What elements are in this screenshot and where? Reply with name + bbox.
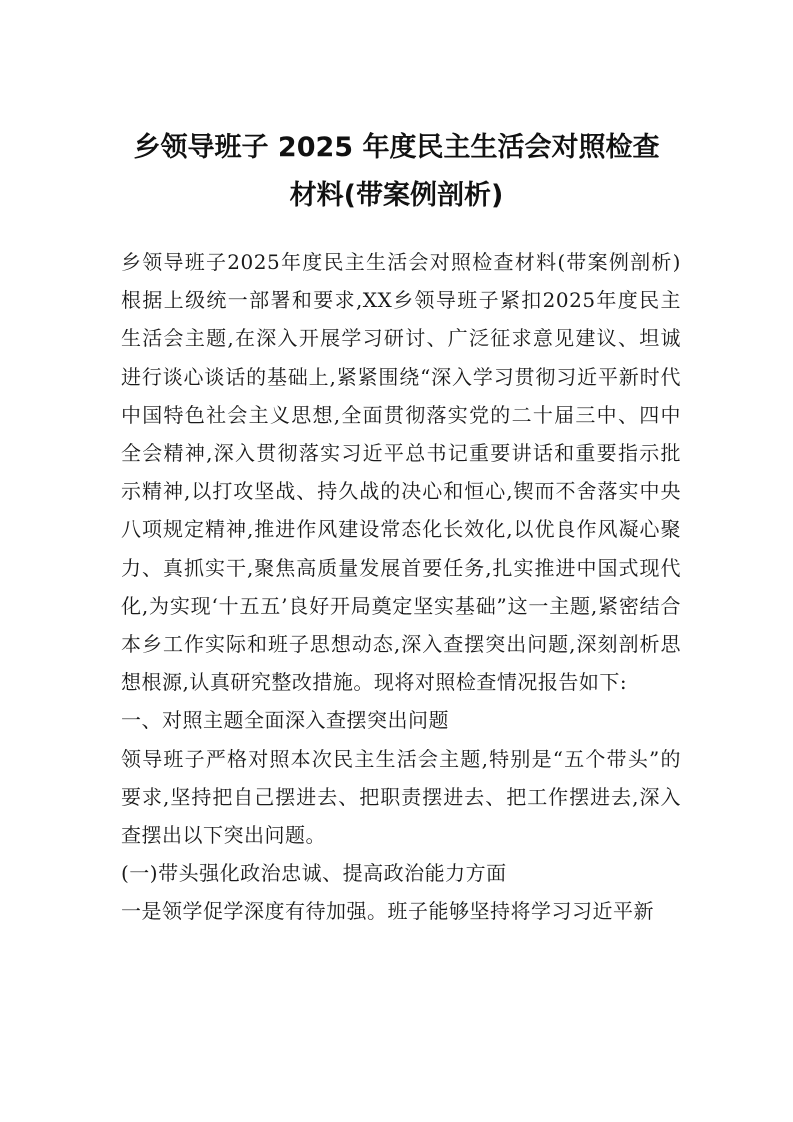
subsection-paragraph: 一是领学促学深度有待加强。班子能够坚持将学习习近平新 [121,899,654,924]
document-body [121,243,681,931]
section-heading-1: 一、对照主题全面深入查摆突出问题 [121,708,449,733]
subsection-heading-1: (一)带头强化政治忠诚、提高政治能力方面 [121,861,507,886]
document-title-line-1: 乡领导班子 2025 年度民主生活会对照检查 [133,132,660,163]
document-title-line-2: 材料(带案例剖析) [289,180,504,211]
section-paragraph: 领导班子严格对照本次民主生活会主题,特别是“五个带头”的要求,坚持把自己摆进去、把职责摆进去、把工作摆进去,深入查摆出以下突出问题。 [121,746,681,848]
intro-paragraph: 乡领导班子2025年度民主生活会对照检查材料(带案例剖析)根据上级统一部署和要求,XX乡领导班子紧扣2025年度民主生活会主题,在深入开展学习研讨、广泛征求意见建议、坦诚进行谈心谈话的基础上,紧紧围绕“深入学习贯彻习近平新时代中国特色社会主义思想,全面贯彻落实党的二十届三中、四中全会精神,深入贯彻落实习近平总书记重要讲话和重要指示批示精神,以打攻坚战、持久战的决心和恒心,锲而不舍落实中央八项规定精神,推进作风建设常态化长效化,以优良作风凝心聚力、真抓实干,聚焦高质量发展首要任务,扎实推进中国式现代化,为实现‘十五五’良好开局奠定坚实基础”这一主题,紧密结合本乡工作实际和班子思想动态,深入查摆突出问题,深刻剖析思想根源,认真研究整改措施。现将对照检查情况报告如下: [121,250,681,695]
